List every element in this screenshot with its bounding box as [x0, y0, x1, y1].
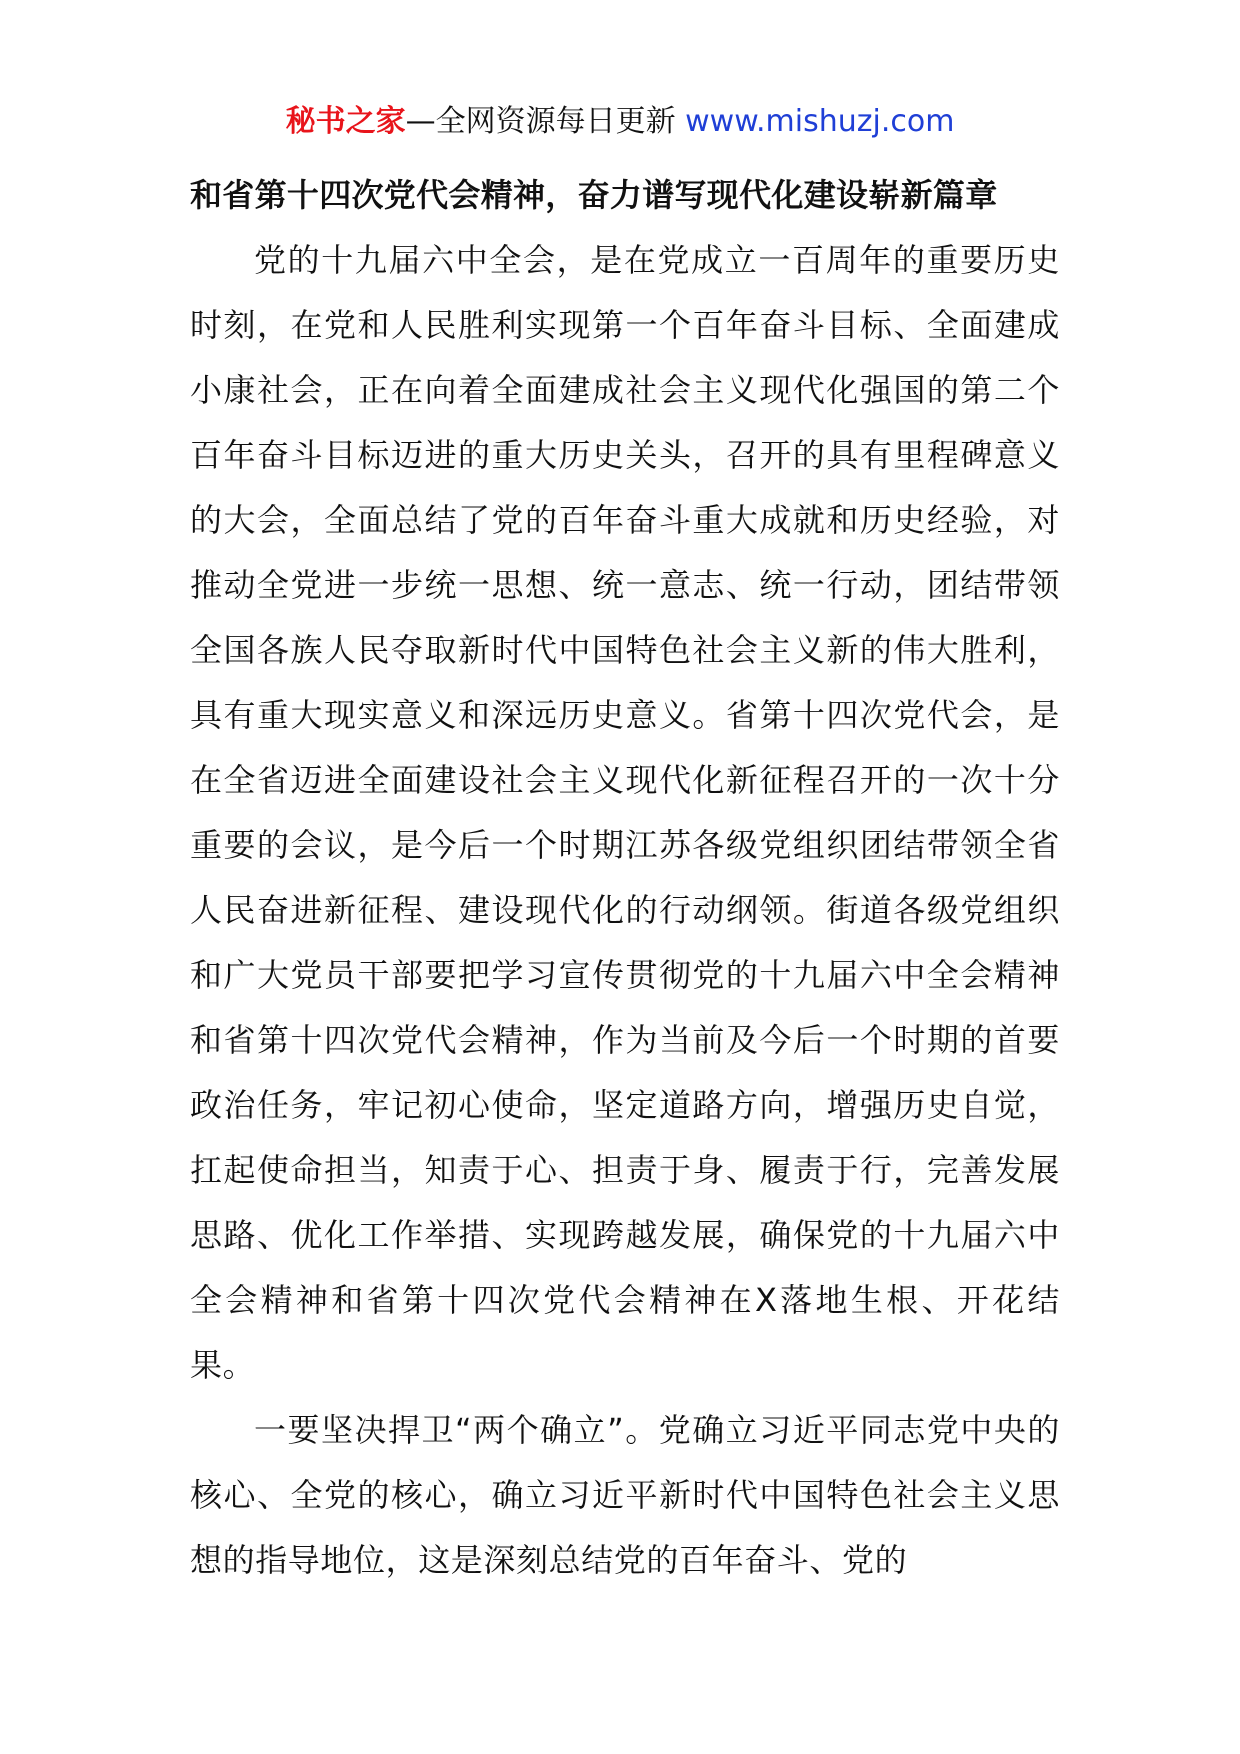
site-header — [0, 102, 1240, 142]
paragraph-1: 党的十九届六中全会，是在党成立一百周年的重要历史时刻，在党和人民胜利实现第一个百年奋斗目标、全面建成小康社会，正在向着全面建成社会主义现代化强国的第二个百年奋斗目标迈进的重大历史关头，召开的具有里程碑意义的大会，全面总结了党的百年奋斗重大成就和历史经验，对推动全党进一步统一思想、统一意志、统一行动，团结带领全国各族人民夺取新时代中国特色社会主义新的伟大胜利，具有重大现实意义和深远历史意义。省第十四次党代会，是在全省迈进全面建设社会主义现代化新征程召开的一次十分重要的会议，是今后一个时期江苏各级党组织团结带领全省人民奋进新征程、建设现代化的行动纲领。街道各级党组织和广大党员干部要把学习宣传贯彻党的十九届六中全会精神和省第十四次党代会精神，作为当前及今后一个时期的首要政治任务，牢记初心使命，坚定道路方向，增强历史自觉，扛起使命担当，知责于心、担责于身、履责于行，完善发展思路、优化工作举措、实现跨越发展，确保党的十九届六中全会精神和省第十四次党代会精神在X落地生根、开花结果。 — [190, 241, 1060, 1384]
title-line: 和省第十四次党代会精神，奋力谱写现代化建设崭新篇章 — [190, 176, 998, 214]
brand-name: 秘书之家 — [285, 104, 406, 139]
paragraph-2: 一要坚决捍卫“两个确立”。党确立习近平同志党中央的核心、全党的核心，确立习近平新时代中国特色社会主义思想的指导地位，这是深刻总结党的百年奋斗、党的 — [190, 1411, 1060, 1579]
site-url-link[interactable]: www.mishuzj.com — [685, 104, 955, 139]
document-body — [190, 163, 1060, 1593]
header-tagline: —全网资源每日更新 — [405, 104, 676, 139]
